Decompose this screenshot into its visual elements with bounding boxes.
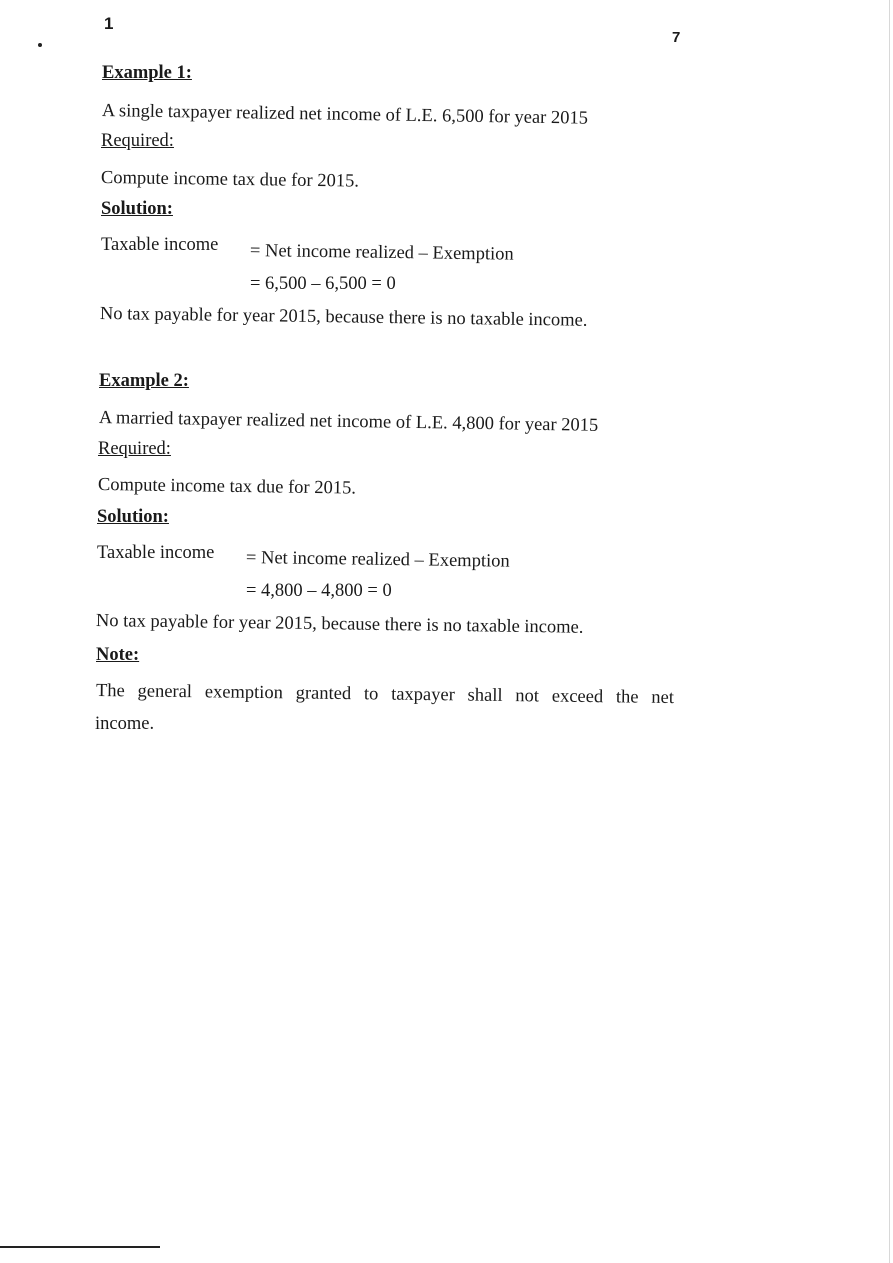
example-2-formula-line-1: = Net income realized – Exemption <box>245 548 510 572</box>
example-2-required-label: Required: <box>98 439 171 459</box>
scan-dot <box>38 43 42 47</box>
page-number: 7 <box>672 29 681 46</box>
note-word: taxpayer <box>391 684 455 706</box>
note-text-line-1 <box>96 680 674 709</box>
example-1-formula-line-2: = 6,500 – 6,500 = 0 <box>250 274 396 294</box>
example-2-heading: Example 2: <box>99 371 189 391</box>
note-word: to <box>363 684 379 705</box>
example-1-heading: Example 1: <box>102 63 192 83</box>
note-word: granted <box>295 683 352 705</box>
example-2-required-text: Compute income tax due for 2015. <box>97 475 357 499</box>
example-1-required-label: Required: <box>101 131 174 151</box>
note-word: general <box>137 681 193 703</box>
note-word: shall <box>467 685 503 706</box>
note-text-line-2: income. <box>95 714 155 734</box>
example-2-statement: A married taxpayer realized net income of L.E. 4,800 for year 2015 <box>98 408 599 436</box>
example-1-statement: A single taxpayer realized net income of L.E. 6,500 for year 2015 <box>101 101 589 129</box>
bottom-rule <box>0 1246 160 1248</box>
example-1-solution-label: Solution: <box>101 199 173 219</box>
example-2-formula-label: Taxable income <box>97 543 215 563</box>
note-word: net <box>651 687 675 709</box>
example-1-required-text: Compute income tax due for 2015. <box>100 168 360 192</box>
example-2-formula-line-2: = 4,800 – 4,800 = 0 <box>246 581 392 601</box>
note-word: not <box>515 686 540 707</box>
example-1-formula-line-1: = Net income realized – Exemption <box>249 241 514 265</box>
note-heading: Note: <box>96 645 140 665</box>
example-2-solution-label: Solution: <box>97 507 169 527</box>
note-word: exceed <box>551 686 604 708</box>
corner-mark: 1 <box>104 14 114 33</box>
example-2-conclusion: No tax payable for year 2015, because there is no taxable income. <box>95 611 584 638</box>
example-1-conclusion: No tax payable for year 2015, because there is no taxable income. <box>99 304 588 331</box>
page-edge-line <box>889 0 890 1263</box>
example-1-formula-label: Taxable income <box>101 235 219 255</box>
note-word: The <box>95 681 125 702</box>
note-word: exemption <box>204 682 283 704</box>
note-word: the <box>615 687 639 708</box>
